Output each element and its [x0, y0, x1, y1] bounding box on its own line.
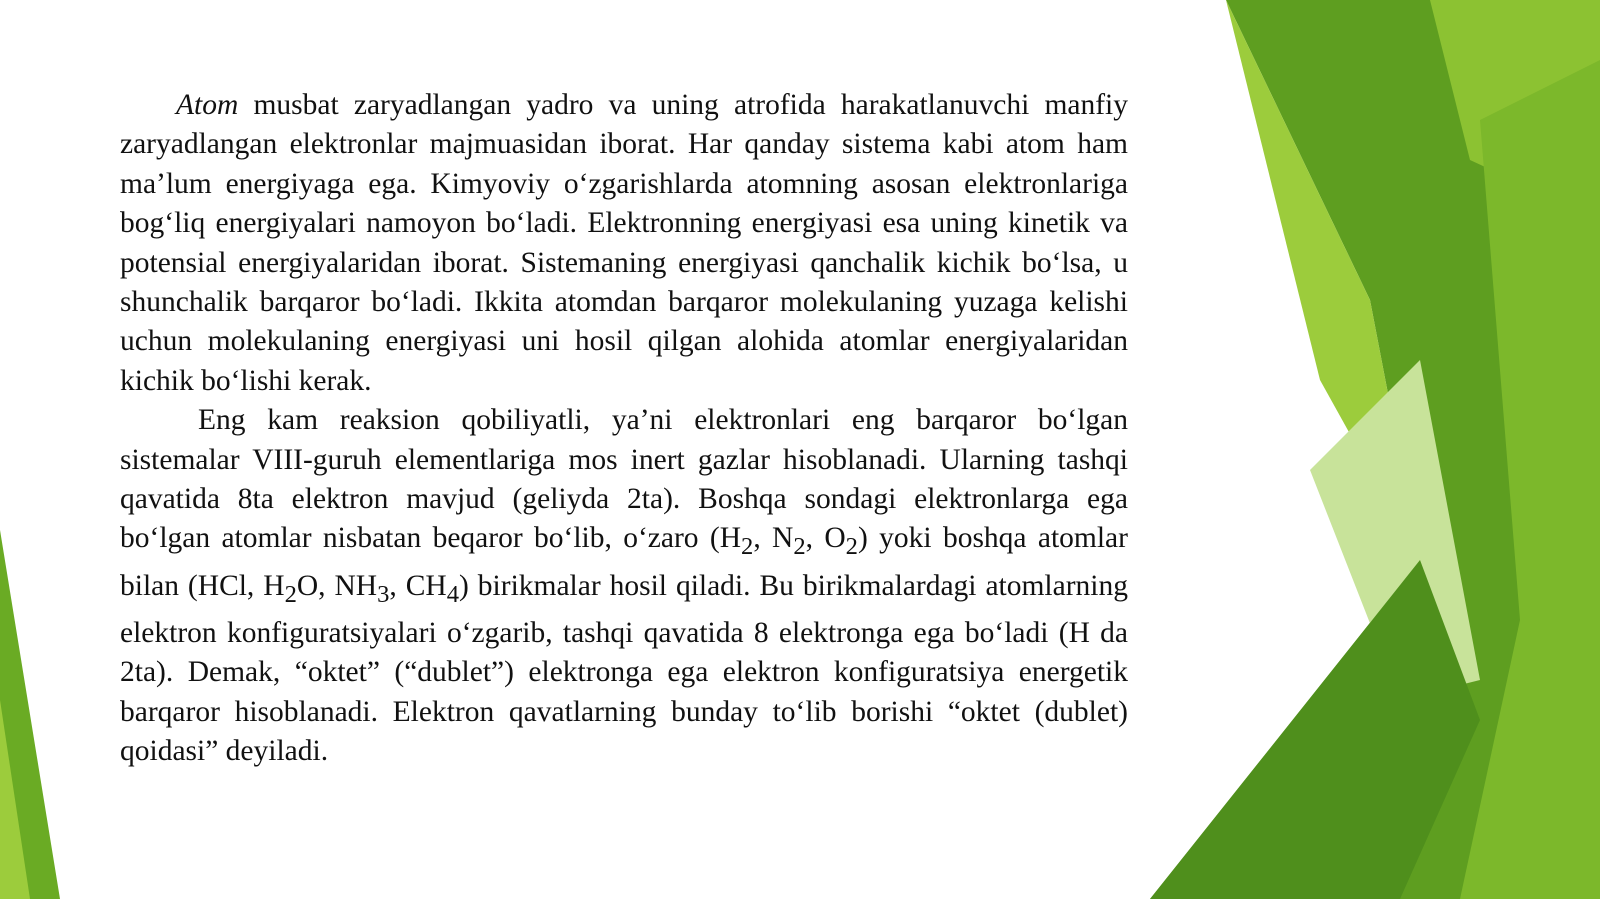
slide-text [120, 86, 1128, 772]
paragraph-2-part-5: O, NH [296, 569, 378, 602]
subscript: 3 [377, 580, 390, 608]
paragraph-2-part-7: ) birikmalar hosil qiladi. Bu birikmalardagi atomlarning elektron konfiguratsiyalari o‘zgarib, tashqi qavatida 8 elektronga ega bo‘ladi (H da 2ta). Demak, “oktet” (“dublet”) elektronga ega elektron konfiguratsiya energetik barqaror hisoblanadi. Elektron qavatlarning bunday to‘lib borishi “oktet (dublet) qoidasi” deyiladi. [120, 569, 1128, 768]
paragraph-2-part-1: Eng kam reaksion qobiliyatli, ya’ni elektronlari eng barqaror bo‘lgan sistemalar VIII-guruh elementlariga mos inert gazlar hisoblanadi. Ularning tashqi qavatida 8ta elektron mavjud (geliyda 2ta). Boshqa sondagi elektronlarga ega bo‘lgan atomlar nisbatan beqaror bo‘lib, o‘zaro (H [120, 404, 1128, 555]
paragraph-2-part-3: , O [805, 522, 846, 555]
term-atom: Atom [176, 89, 239, 121]
subscript: 2 [741, 533, 754, 561]
paragraph-2-part-4: ) yoki boshqa atomlar bilan (HCl, H [120, 522, 1128, 602]
subscript: 4 [446, 580, 460, 608]
paragraph-2-part-2: , N [753, 522, 794, 555]
subscript: 2 [845, 533, 858, 561]
subscript: 2 [284, 580, 297, 608]
paragraph-1-body: musbat zaryadlangan yadro va uning atrofida harakatlanuvchi manfiy zaryadlangan elektronlar majmuasidan iborat. Har qanday sistema kabi atom ham ma’lum energiyaga ega. Kimyoviy o‘zgarishlarda atomning asosan elektronlariga bog‘liq energiyalari namoyon bo‘ladi. Elektronning energiyasi esa uning kinetik va potensial energiyalaridan iborat. Sistemaning energiyasi qanchalik kichik bo‘lsa, u shunchalik barqaror bo‘ladi. Ikkita atomdan barqaror molekulaning yuzaga kelishi uchun molekulaning energiyasi uni hosil qilgan alohida atomlar energiyalaridan kichik bo‘lishi kerak. [120, 89, 1128, 397]
subscript: 2 [793, 533, 806, 561]
paragraph-octet-rule [120, 401, 1128, 771]
paragraph-atom-definition [120, 86, 1128, 401]
paragraph-2-part-6: , CH [389, 569, 447, 602]
